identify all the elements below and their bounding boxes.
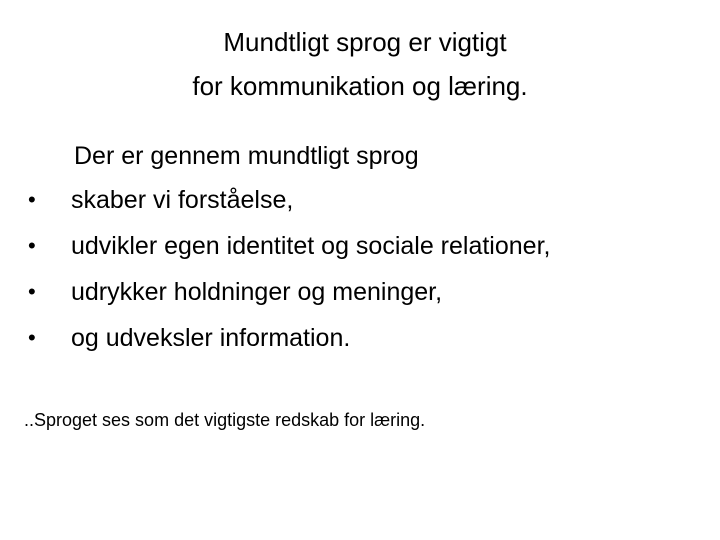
bullet-icon: • <box>28 279 36 304</box>
title-line-1: Mundtligt sprog er vigtigt <box>223 27 507 57</box>
slide-title <box>0 20 720 108</box>
title-line-2: for kommunikation og læring. <box>192 71 528 101</box>
bullet-icon: • <box>28 325 36 350</box>
bullet-text: skaber vi forståelse, <box>71 186 294 214</box>
footnote-text: ..Sproget ses som det vigtigste redskab for læring. <box>24 410 426 430</box>
bullet-icon: • <box>28 233 36 258</box>
bullet-icon: • <box>28 187 36 212</box>
intro-text: Der er gennem mundtligt sprog <box>74 142 419 170</box>
bullet-text: udrykker holdninger og meninger, <box>71 278 443 306</box>
bullet-text: udvikler egen identitet og sociale relationer, <box>71 232 551 260</box>
bullet-text: og udveksler information. <box>71 324 351 352</box>
